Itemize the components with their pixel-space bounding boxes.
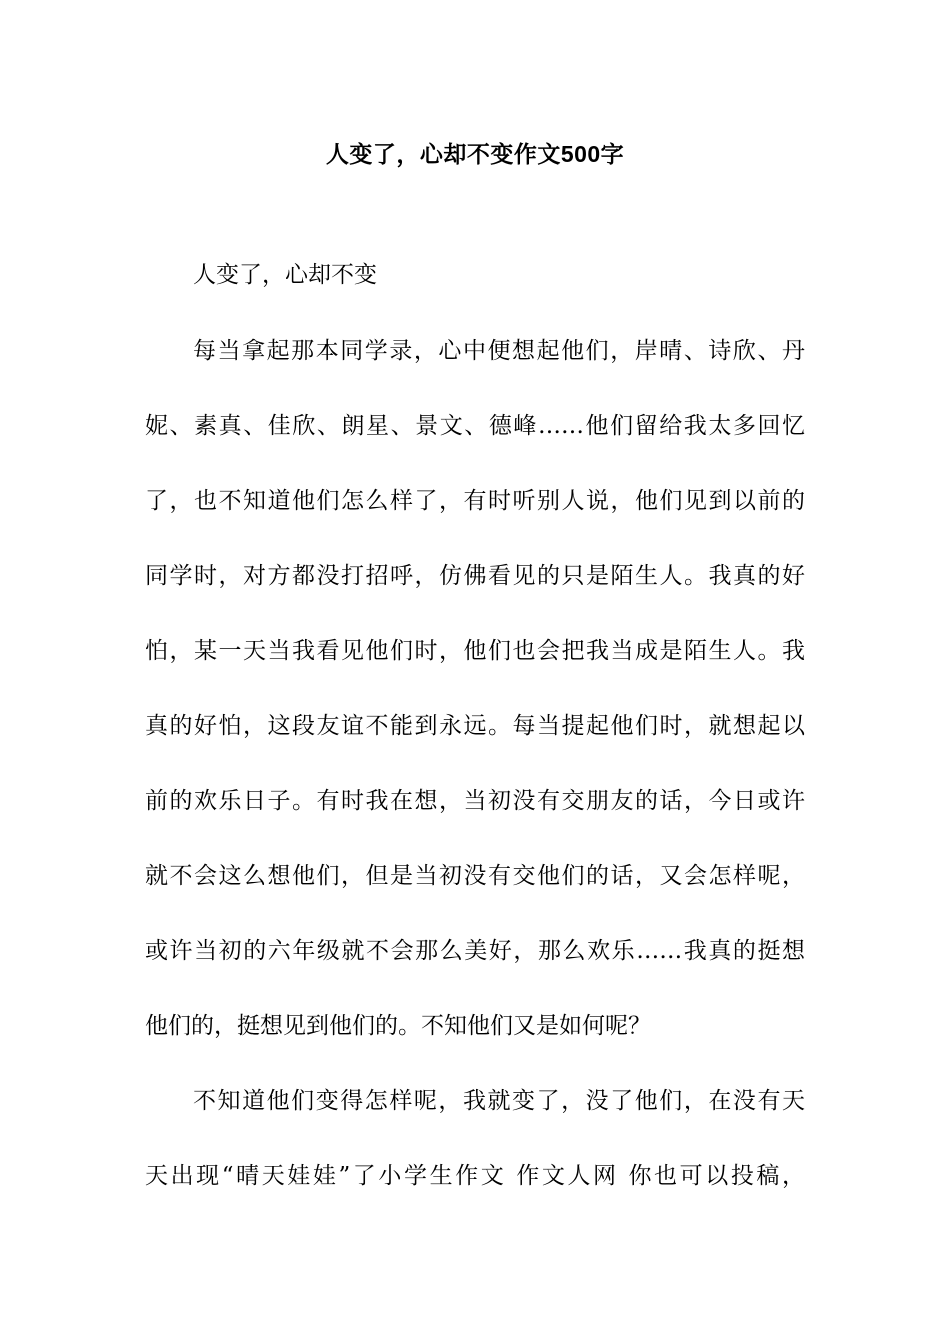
text-line: 了，也不知道他们怎么样了，有时听别人说，他们见到以前的: [145, 488, 805, 514]
text-line: 不知道他们变得怎样呢，我就变了，没了他们，在没有天: [193, 1088, 805, 1114]
text-line: 天出现“晴天娃娃”了小学生作文 作文人网 你也可以投稿，: [145, 1163, 805, 1189]
text-line: 怕，某一天当我看见他们时，他们也会把我当成是陌生人。我: [145, 638, 805, 664]
text-line: 同学时，对方都没打招呼，仿佛看见的只是陌生人。我真的好: [145, 563, 805, 589]
text-line: 前的欢乐日子。有时我在想，当初没有交朋友的话，今日或许: [145, 788, 805, 814]
text-line: 就不会这么想他们，但是当初没有交他们的话，又会怎样呢，: [145, 863, 805, 889]
text-line: 每当拿起那本同学录，心中便想起他们，岸晴、诗欣、丹: [193, 338, 805, 364]
text-line: 他们的，挺想见到他们的。不知他们又是如何呢？: [145, 1013, 651, 1039]
document-title: 人变了，心却不变作文500字: [325, 141, 625, 167]
text-line: 真的好怕，这段友谊不能到永远。每当提起他们时，就想起以: [145, 713, 805, 739]
text-line: 妮、素真、佳欣、朗星、景文、德峰……他们留给我太多回忆: [145, 413, 805, 439]
paragraph-heading: 人变了，心却不变: [193, 262, 377, 288]
text-line: 或许当初的六年级就不会那么美好，那么欢乐……我真的挺想: [145, 938, 805, 964]
